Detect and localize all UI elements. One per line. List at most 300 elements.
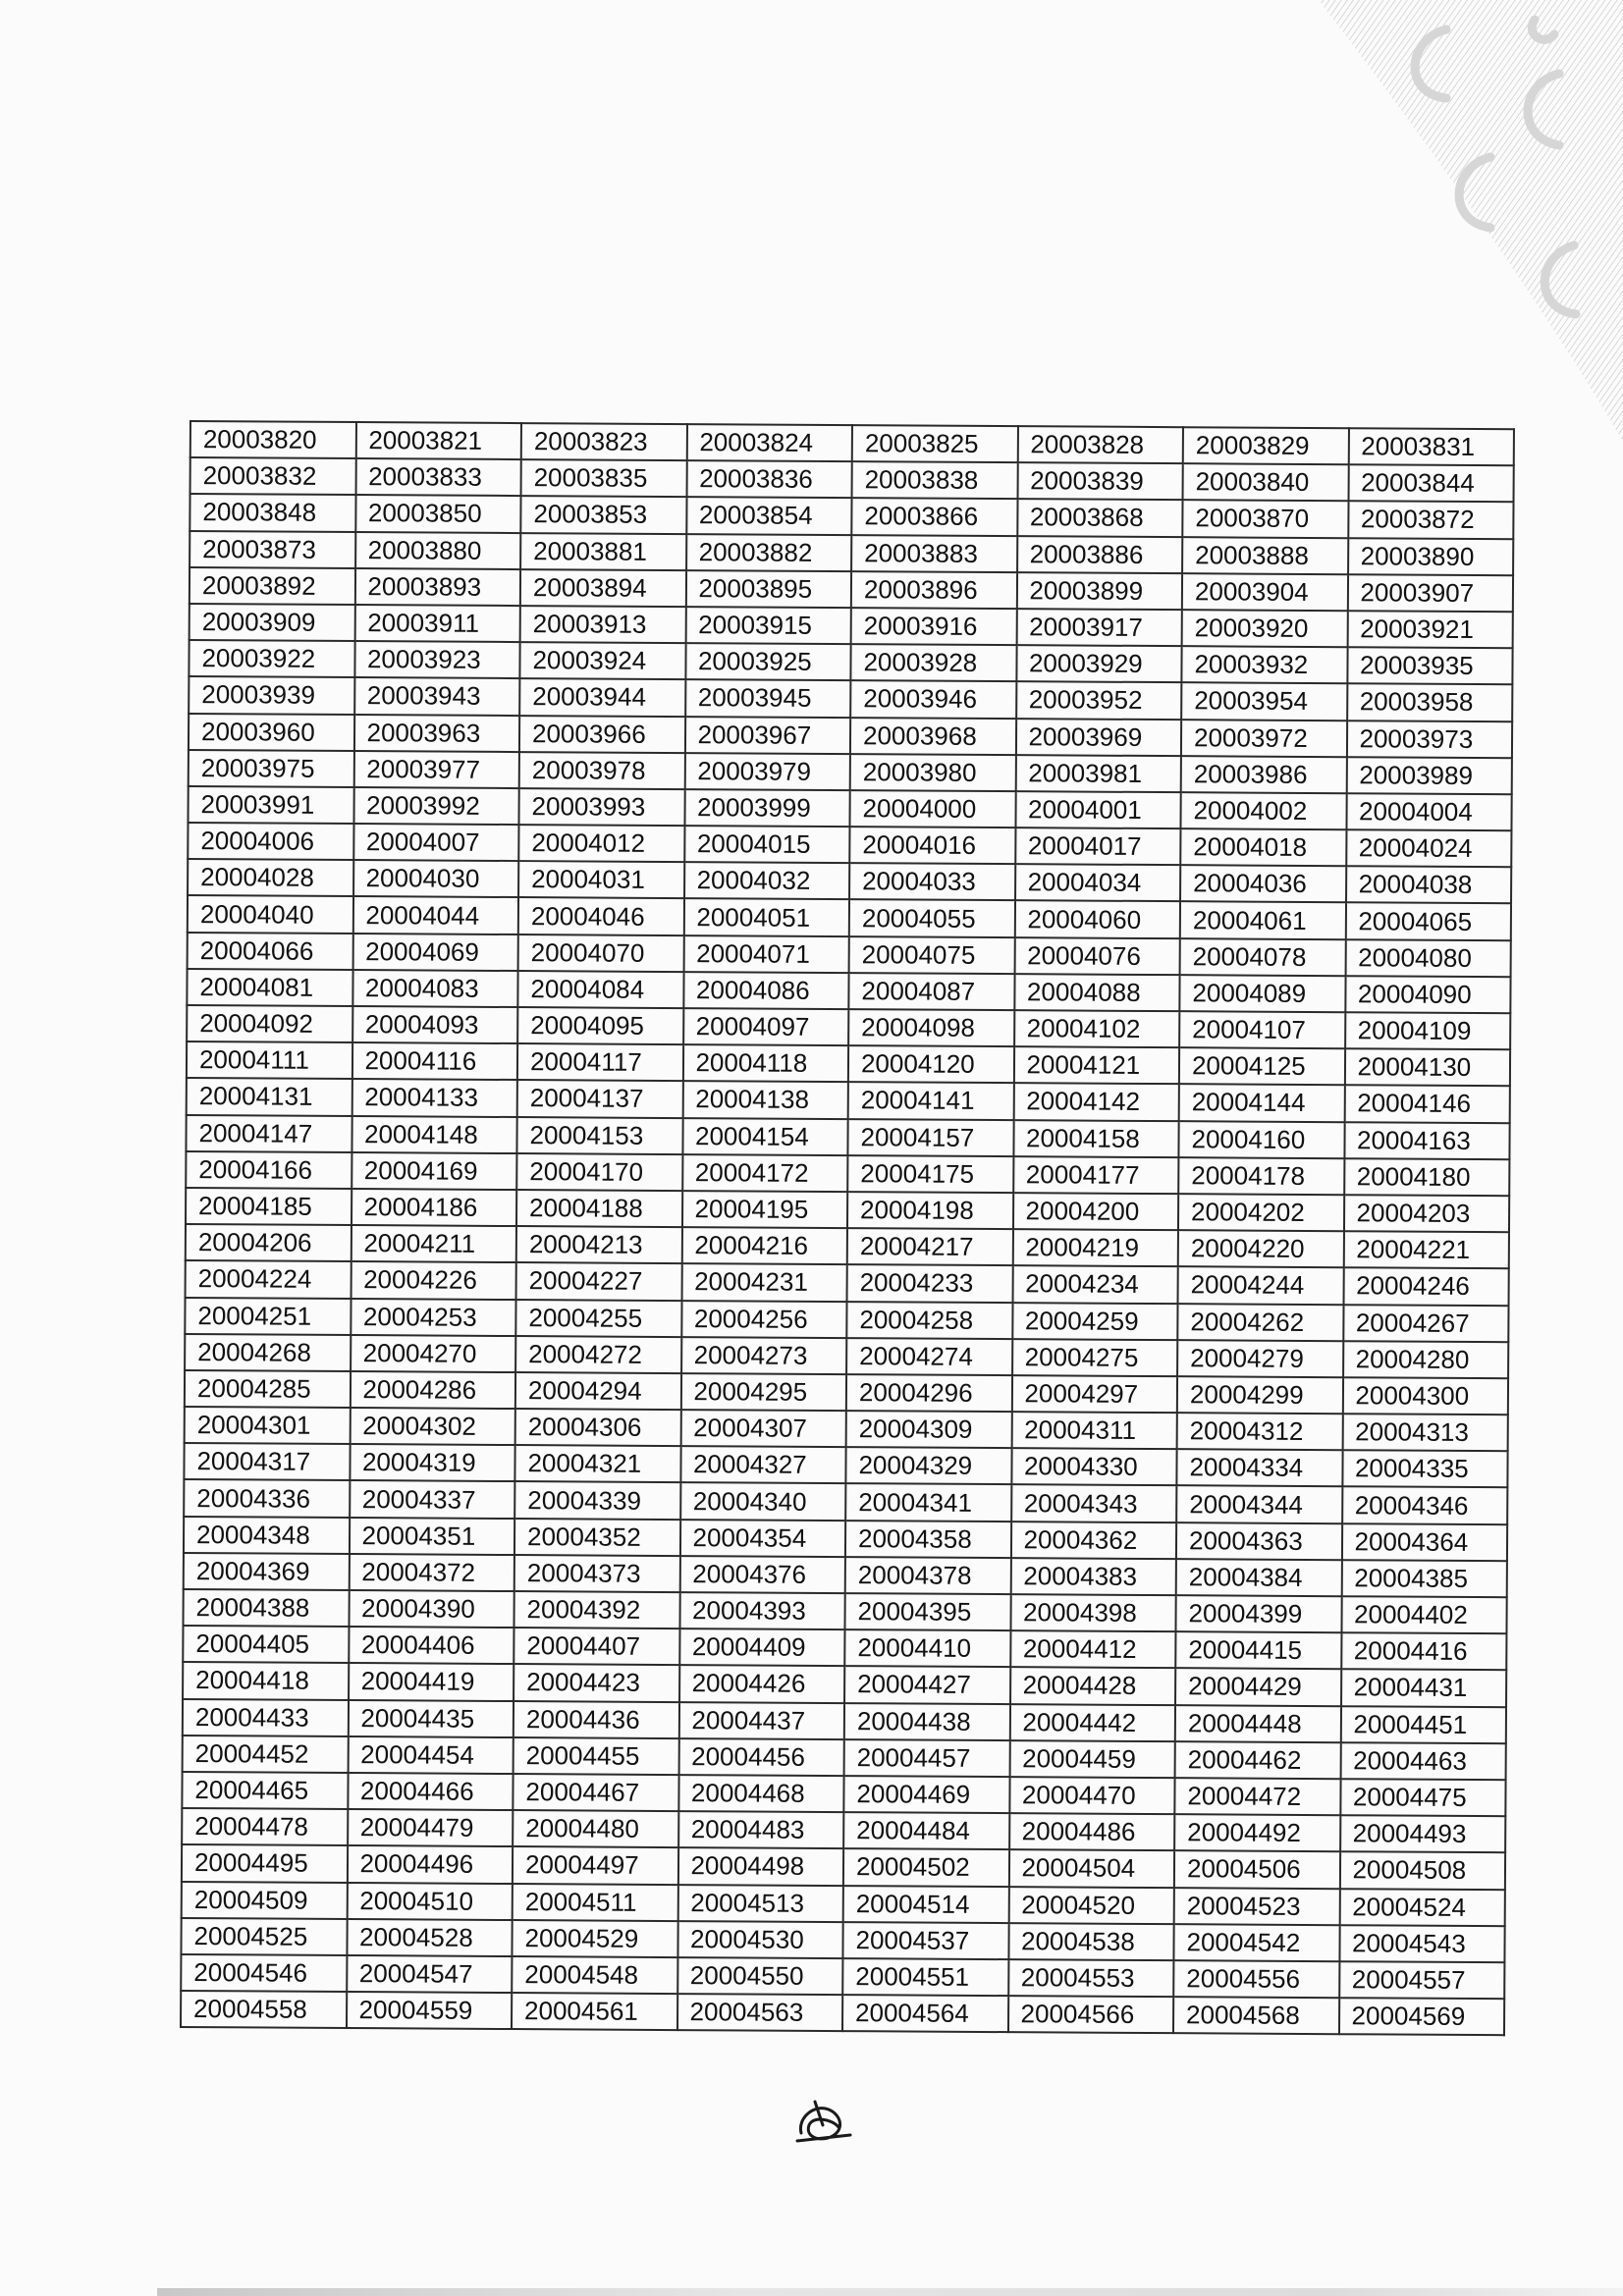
roll-number-cell: 20004392 (514, 1591, 679, 1629)
roll-number-cell: 20003911 (354, 605, 520, 642)
roll-number-cell: 20004198 (847, 1192, 1013, 1229)
roll-number-cell: 20004213 (516, 1226, 682, 1263)
roll-number-cell: 20004508 (1339, 1851, 1505, 1889)
roll-number-cell: 20004455 (514, 1737, 679, 1775)
roll-number-cell: 20004251 (185, 1297, 351, 1334)
roll-number-cell: 20003992 (353, 787, 519, 825)
roll-number-cell: 20004463 (1340, 1742, 1506, 1780)
roll-number-cell: 20004372 (349, 1554, 514, 1591)
roll-number-cell: 20004551 (842, 1958, 1008, 1996)
roll-number-cell: 20003888 (1182, 537, 1348, 574)
roll-number-cell: 20004543 (1339, 1925, 1505, 1962)
roll-number-table (180, 420, 1515, 2036)
roll-number-cell: 20003825 (852, 425, 1018, 462)
roll-number-cell: 20004203 (1343, 1195, 1509, 1232)
roll-number-cell: 20004395 (844, 1593, 1010, 1630)
roll-number-cell: 20004456 (678, 1738, 844, 1776)
roll-number-cell: 20004033 (849, 863, 1015, 900)
roll-number-cell: 20004076 (1014, 937, 1180, 975)
roll-number-cell: 20003895 (685, 570, 851, 608)
roll-number-cell: 20004454 (348, 1736, 514, 1774)
roll-number-cell: 20003836 (686, 460, 852, 498)
roll-number-cell: 20003979 (684, 753, 850, 790)
initials-signature-mark (793, 2096, 854, 2147)
roll-number-cell: 20003850 (355, 495, 521, 532)
roll-number-cell: 20004224 (186, 1260, 352, 1298)
roll-number-cell: 20004272 (515, 1336, 681, 1373)
roll-number-cell: 20003944 (519, 678, 685, 716)
roll-number-cell: 20003925 (685, 643, 851, 680)
roll-number-cell: 20004273 (681, 1337, 847, 1374)
roll-number-cell: 20004559 (346, 1992, 512, 2029)
roll-number-cell: 20003821 (355, 422, 521, 459)
roll-number-cell: 20004307 (680, 1410, 846, 1447)
roll-number-cell: 20004075 (849, 936, 1015, 974)
roll-number-cell: 20004548 (512, 1956, 677, 1994)
roll-number-cell: 20004297 (1011, 1375, 1177, 1413)
roll-number-cell: 20004300 (1342, 1377, 1508, 1415)
roll-number-cell: 20004227 (516, 1262, 682, 1300)
roll-number-cell: 20004169 (352, 1152, 517, 1190)
roll-number-cell: 20004141 (848, 1082, 1014, 1119)
roll-number-cell: 20004097 (683, 1008, 849, 1045)
roll-number-cell: 20004431 (1341, 1670, 1507, 1707)
roll-number-cell: 20004111 (187, 1041, 352, 1079)
roll-number-cell: 20004528 (347, 1919, 513, 1956)
roll-number-cell: 20004483 (678, 1811, 844, 1848)
roll-number-cell: 20004418 (183, 1662, 349, 1699)
roll-number-cell: 20004217 (847, 1228, 1013, 1265)
roll-number-cell: 20004295 (680, 1373, 846, 1411)
roll-number-cell: 20004419 (349, 1663, 514, 1700)
roll-number-cell: 20004553 (1008, 1959, 1174, 1997)
roll-number-cell: 20003820 (190, 421, 356, 458)
roll-number-cell: 20004055 (849, 900, 1015, 937)
roll-number-cell: 20003886 (1017, 536, 1183, 573)
roll-number-cell: 20004061 (1180, 902, 1346, 939)
roll-number-cell: 20003840 (1183, 463, 1349, 501)
roll-number-cell: 20003963 (353, 715, 519, 752)
roll-number-cell: 20004412 (1010, 1630, 1176, 1668)
roll-number-cell: 20003893 (354, 568, 520, 606)
roll-number-cell: 20004407 (514, 1628, 679, 1665)
roll-number-cell: 20004158 (1013, 1120, 1179, 1157)
roll-number-cell: 20004116 (352, 1042, 517, 1080)
roll-number-cell: 20003848 (189, 494, 355, 531)
roll-number-cell: 20004317 (184, 1443, 350, 1480)
corner-watermark-seal (1299, 0, 1623, 461)
roll-number-cell: 20003921 (1347, 611, 1513, 648)
roll-number-cell: 20003946 (850, 680, 1016, 718)
roll-number-cell: 20004448 (1175, 1705, 1341, 1742)
roll-number-cell: 20004078 (1180, 938, 1346, 976)
roll-number-cell: 20004538 (1008, 1923, 1174, 1960)
roll-number-cell: 20004388 (183, 1589, 349, 1627)
roll-number-cell: 20004071 (683, 935, 849, 973)
roll-number-cell: 20003989 (1346, 757, 1512, 794)
roll-number-cell: 20004561 (512, 1993, 677, 2030)
roll-number-cell: 20004146 (1344, 1086, 1510, 1123)
roll-number-cell: 20004066 (188, 933, 353, 970)
roll-number-cell: 20004312 (1177, 1413, 1343, 1450)
roll-number-cell: 20004313 (1342, 1414, 1508, 1451)
roll-number-cell: 20004007 (353, 824, 519, 861)
roll-number-cell: 20003883 (851, 535, 1017, 572)
roll-number-cell: 20004429 (1175, 1669, 1341, 1706)
roll-number-cell: 20004363 (1176, 1522, 1342, 1560)
roll-number-cell: 20004511 (513, 1884, 678, 1921)
roll-number-cell: 20004373 (514, 1555, 680, 1592)
roll-number-cell: 20003904 (1182, 573, 1348, 611)
roll-number-cell: 20004157 (847, 1119, 1013, 1156)
roll-number-cell: 20004177 (1013, 1156, 1179, 1194)
roll-number-cell: 20004268 (185, 1334, 351, 1371)
roll-number-cell: 20004153 (516, 1117, 682, 1154)
roll-number-cell: 20004383 (1010, 1558, 1176, 1595)
roll-number-cell: 20003880 (355, 532, 521, 569)
roll-number-cell: 20004220 (1178, 1230, 1344, 1267)
roll-number-cell: 20004137 (517, 1080, 683, 1117)
roll-number-cell: 20004426 (679, 1665, 845, 1702)
roll-number-cell: 20004390 (349, 1590, 514, 1628)
roll-number-cell: 20003915 (685, 607, 851, 644)
roll-number-cell: 20004226 (351, 1261, 516, 1299)
roll-number-cell: 20003935 (1347, 647, 1513, 684)
roll-number-cell: 20004060 (1014, 901, 1180, 938)
roll-number-cell: 20004525 (181, 1918, 347, 1955)
roll-number-cell: 20004466 (348, 1773, 514, 1810)
roll-number-cell: 20003829 (1183, 427, 1349, 464)
roll-number-cell: 20003920 (1182, 610, 1348, 647)
roll-number-cell: 20003894 (520, 569, 686, 607)
roll-number-cell: 20004286 (350, 1371, 515, 1409)
roll-number-cell: 20003868 (1017, 500, 1183, 537)
roll-number-cell: 20004376 (679, 1556, 845, 1593)
roll-number-cell: 20004438 (844, 1703, 1010, 1740)
roll-number-cell: 20004436 (514, 1701, 679, 1738)
roll-number-cell: 20004081 (187, 969, 352, 1006)
roll-number-cell: 20003873 (189, 531, 355, 568)
roll-number-cell: 20004234 (1012, 1265, 1178, 1303)
roll-number-cell: 20003924 (519, 642, 685, 679)
roll-number-cell: 20003913 (520, 606, 686, 643)
roll-number-cell: 20003928 (850, 644, 1016, 681)
roll-number-cell: 20004270 (351, 1335, 516, 1372)
roll-number-cell: 20003972 (1181, 720, 1347, 757)
roll-number-cell: 20003986 (1181, 756, 1347, 793)
roll-number-cell: 20003892 (189, 567, 355, 605)
roll-number-cell: 20004038 (1346, 866, 1512, 903)
roll-number-cell: 20004083 (352, 970, 518, 1007)
roll-number-cell: 20003854 (686, 497, 852, 534)
roll-number-cell: 20004089 (1179, 975, 1345, 1012)
roll-number-cell: 20004258 (846, 1302, 1012, 1339)
scan-bottom-edge (157, 2288, 1623, 2296)
roll-number-cell: 20004472 (1174, 1778, 1340, 1815)
roll-number-cell: 20004452 (183, 1735, 349, 1773)
roll-number-cell: 20004018 (1180, 828, 1346, 866)
roll-number-cell: 20004327 (680, 1446, 846, 1483)
roll-number-cell: 20004563 (676, 1994, 842, 2031)
roll-number-cell: 20004000 (849, 790, 1015, 828)
roll-number-cell: 20003832 (190, 457, 356, 495)
roll-number-cell: 20004163 (1344, 1122, 1510, 1159)
roll-number-cell: 20004015 (684, 826, 850, 863)
roll-number-cell: 20004206 (186, 1224, 352, 1261)
roll-number-cell: 20004200 (1012, 1193, 1178, 1230)
roll-number-cell: 20004202 (1178, 1194, 1344, 1231)
roll-number-cell: 20004354 (679, 1520, 845, 1557)
roll-number-cell: 20004178 (1178, 1157, 1344, 1195)
roll-number-cell: 20004486 (1009, 1813, 1175, 1850)
roll-number-cell: 20004098 (848, 1009, 1014, 1046)
roll-number-cell: 20004504 (1008, 1849, 1174, 1887)
roll-number-cell: 20004301 (185, 1407, 351, 1444)
roll-number-cell: 20004529 (512, 1920, 677, 1957)
roll-number-cell: 20004550 (677, 1957, 843, 1995)
roll-number-cell: 20004467 (513, 1774, 678, 1811)
roll-number-cell: 20004065 (1345, 903, 1511, 940)
roll-number-cell: 20003872 (1348, 502, 1514, 539)
roll-number-cell: 20004362 (1010, 1522, 1176, 1559)
roll-number-cell: 20004568 (1173, 1997, 1339, 2034)
roll-number-cell: 20004335 (1342, 1450, 1508, 1487)
roll-number-cell: 20004514 (843, 1886, 1009, 1923)
roll-number-cell: 20004402 (1341, 1596, 1507, 1633)
roll-number-cell: 20003899 (1016, 572, 1182, 610)
roll-number-cell: 20003907 (1347, 574, 1513, 612)
roll-number-cell: 20004016 (849, 827, 1015, 864)
roll-number-cell: 20004259 (1012, 1303, 1178, 1340)
roll-number-cell: 20004285 (185, 1370, 351, 1408)
roll-number-cell: 20004442 (1009, 1704, 1175, 1741)
roll-number-cell: 20004427 (844, 1666, 1010, 1703)
roll-number-cell: 20004306 (515, 1409, 681, 1446)
roll-number-cell: 20003831 (1348, 428, 1514, 465)
roll-number-cell: 20004339 (514, 1481, 680, 1519)
roll-number-cell: 20004093 (352, 1006, 518, 1043)
roll-number-cell: 20004336 (184, 1479, 350, 1517)
roll-number-cell: 20004274 (846, 1338, 1012, 1375)
roll-number-cell: 20004480 (513, 1810, 678, 1847)
roll-number-cell: 20004244 (1178, 1266, 1344, 1304)
roll-number-cell: 20004492 (1174, 1814, 1340, 1851)
roll-number-cell: 20003993 (518, 788, 684, 826)
roll-number-cell: 20004478 (182, 1808, 348, 1845)
roll-number-cell: 20003828 (1017, 426, 1183, 463)
roll-number-cell: 20004530 (677, 1921, 843, 1958)
roll-number-cell: 20004329 (845, 1447, 1011, 1484)
roll-number-cell: 20004405 (183, 1626, 349, 1663)
roll-number-cell: 20004121 (1013, 1046, 1179, 1084)
roll-number-cell: 20004451 (1340, 1706, 1506, 1743)
roll-number-cell: 20004348 (184, 1517, 350, 1554)
roll-number-cell: 20004520 (1008, 1887, 1174, 1924)
roll-number-cell: 20004311 (1011, 1412, 1177, 1449)
roll-number-cell: 20004351 (349, 1518, 514, 1555)
roll-number-cell: 20004465 (182, 1772, 348, 1809)
roll-number-cell: 20004564 (842, 1995, 1008, 2032)
roll-number-cell: 20003844 (1348, 464, 1514, 502)
roll-number-cell: 20004309 (846, 1411, 1012, 1448)
roll-number-cell: 20004398 (1010, 1594, 1176, 1631)
roll-number-cell: 20003966 (519, 716, 685, 753)
roll-number-cell: 20004092 (187, 1005, 352, 1042)
roll-number-cell: 20004294 (515, 1372, 681, 1410)
roll-number-cell: 20003981 (1015, 755, 1181, 792)
roll-number-cell: 20004221 (1343, 1231, 1509, 1268)
roll-number-cell: 20004036 (1180, 865, 1346, 902)
roll-number-cell: 20003967 (684, 717, 850, 754)
roll-number-cell: 20004186 (351, 1189, 516, 1226)
roll-number-cell: 20004566 (1007, 1996, 1173, 2033)
roll-number-cell: 20003823 (521, 423, 687, 460)
roll-number-cell: 20004337 (350, 1480, 515, 1518)
roll-number-cell: 20003922 (189, 640, 354, 677)
roll-number-cell: 20003954 (1181, 682, 1347, 720)
roll-number-cell: 20004437 (678, 1702, 844, 1739)
roll-number-cell: 20004399 (1175, 1595, 1341, 1632)
roll-number-cell: 20004416 (1341, 1632, 1507, 1670)
roll-number-cell: 20004109 (1345, 1012, 1511, 1049)
roll-number-cell: 20004246 (1343, 1268, 1509, 1306)
roll-number-cell: 20004468 (678, 1775, 844, 1812)
roll-number-cell: 20004070 (518, 934, 684, 972)
roll-number-cell: 20004256 (681, 1301, 847, 1338)
roll-number-cell: 20004296 (846, 1374, 1012, 1412)
roll-number-cell: 20004569 (1338, 1998, 1504, 2035)
roll-number-cell: 20004423 (514, 1664, 679, 1701)
roll-number-cell: 20004409 (679, 1629, 845, 1666)
roll-number-cell: 20004435 (348, 1700, 514, 1737)
roll-number-cell: 20004255 (515, 1300, 681, 1337)
roll-number-cell: 20004334 (1176, 1449, 1342, 1486)
roll-number-cell: 20004495 (182, 1844, 348, 1882)
roll-number-cell: 20003999 (684, 789, 850, 827)
roll-number-cell: 20004051 (683, 899, 849, 936)
roll-number-cell: 20003958 (1347, 684, 1513, 721)
roll-number-cell: 20003882 (686, 534, 852, 571)
roll-number-cell: 20004185 (186, 1188, 352, 1225)
roll-number-cell: 20004537 (842, 1922, 1008, 1959)
roll-number-cell: 20003960 (189, 714, 354, 751)
roll-number-cell: 20004069 (352, 934, 518, 971)
roll-number-cell: 20004095 (517, 1007, 683, 1044)
roll-number-cell: 20004280 (1343, 1341, 1509, 1378)
roll-number-cell: 20003952 (1016, 681, 1182, 719)
roll-number-cell: 20004170 (516, 1153, 682, 1191)
roll-number-cell: 20004012 (518, 825, 684, 862)
roll-number-cell: 20004556 (1173, 1960, 1339, 1998)
roll-number-cell: 20003853 (520, 496, 686, 533)
roll-number-cell: 20004497 (513, 1846, 678, 1884)
roll-number-cell: 20004496 (347, 1845, 513, 1883)
roll-number-cell: 20004457 (844, 1739, 1010, 1777)
roll-number-cell: 20003923 (354, 641, 520, 678)
roll-number-cell: 20004084 (517, 971, 683, 1008)
roll-number-cell: 20004216 (681, 1227, 847, 1264)
roll-number-cell: 20004172 (682, 1154, 848, 1192)
roll-number-cell: 20003833 (355, 458, 521, 496)
roll-number-cell: 20003932 (1181, 646, 1347, 683)
roll-number-cell: 20004102 (1014, 1010, 1180, 1047)
roll-number-cell: 20004546 (181, 1954, 347, 1992)
roll-number-cell: 20004130 (1344, 1048, 1510, 1086)
roll-number-cell: 20003968 (850, 718, 1016, 755)
roll-number-cell: 20004502 (843, 1848, 1009, 1886)
roll-number-cell: 20003980 (850, 754, 1016, 791)
roll-number-cell: 20004024 (1346, 829, 1512, 867)
roll-number-cell: 20004118 (682, 1044, 848, 1082)
roll-number-cell: 20004002 (1180, 792, 1346, 829)
roll-number-cell: 20004428 (1010, 1668, 1176, 1705)
roll-number-cell: 20003870 (1182, 501, 1348, 538)
roll-number-cell: 20004330 (1011, 1448, 1177, 1485)
roll-number-cell: 20004510 (347, 1883, 513, 1920)
roll-number-cell: 20004469 (843, 1776, 1009, 1813)
roll-number-cell: 20003969 (1015, 719, 1181, 756)
roll-number-cell: 20003835 (521, 459, 687, 497)
roll-number-cell: 20004346 (1342, 1487, 1508, 1524)
roll-number-cell: 20004343 (1011, 1485, 1177, 1522)
roll-number-table-wrapper (180, 420, 1515, 2067)
roll-number-cell: 20003973 (1346, 721, 1512, 758)
roll-number-cell: 20004364 (1341, 1523, 1507, 1561)
roll-number-cell: 20004524 (1339, 1889, 1505, 1926)
roll-number-cell: 20004479 (348, 1809, 514, 1846)
roll-number-cell: 20004131 (187, 1078, 352, 1115)
roll-number-cell: 20004017 (1015, 828, 1181, 865)
roll-number-cell: 20004433 (183, 1699, 349, 1736)
roll-number-cell: 20004233 (847, 1264, 1013, 1302)
roll-number-cell: 20004302 (350, 1408, 515, 1445)
roll-number-cell: 20003929 (1016, 645, 1182, 682)
roll-number-cell: 20004030 (353, 860, 519, 897)
roll-number-cell: 20004406 (349, 1627, 514, 1664)
roll-number-cell: 20004384 (1176, 1559, 1342, 1596)
roll-number-cell: 20004493 (1340, 1815, 1506, 1852)
roll-number-cell: 20004154 (682, 1118, 848, 1155)
roll-number-cell: 20004040 (188, 895, 353, 933)
roll-number-cell: 20004044 (352, 896, 518, 934)
roll-number-cell: 20004275 (1012, 1339, 1178, 1376)
roll-number-cell: 20003991 (188, 786, 353, 824)
roll-number-cell: 20004086 (683, 972, 849, 1009)
roll-number-cell: 20004279 (1177, 1340, 1343, 1377)
roll-number-cell: 20004340 (680, 1483, 846, 1521)
roll-number-cell: 20004001 (1015, 791, 1181, 828)
roll-number-cell: 20004470 (1009, 1777, 1175, 1814)
roll-number-cell: 20004028 (188, 859, 353, 896)
roll-number-cell: 20004231 (681, 1263, 847, 1301)
roll-number-cell: 20004142 (1013, 1084, 1179, 1121)
roll-number-cell: 20004352 (514, 1519, 680, 1556)
roll-number-cell: 20003881 (520, 533, 686, 570)
roll-number-cell: 20004542 (1173, 1924, 1339, 1961)
roll-number-cell: 20003939 (189, 676, 354, 714)
roll-number-cell: 20004558 (181, 1991, 347, 2028)
roll-number-cell: 20004031 (518, 861, 684, 898)
roll-number-cell: 20004459 (1009, 1740, 1175, 1778)
roll-number-cell: 20004195 (681, 1191, 847, 1228)
roll-number-cell: 20004547 (347, 1955, 513, 1993)
roll-number-cell: 20003824 (686, 424, 852, 461)
roll-number-cell: 20004004 (1346, 793, 1512, 830)
roll-number-cell: 20004253 (351, 1299, 516, 1336)
roll-number-cell: 20004120 (848, 1045, 1014, 1083)
roll-number-cell: 20004219 (1012, 1229, 1178, 1266)
roll-number-cell: 20004211 (351, 1225, 516, 1262)
